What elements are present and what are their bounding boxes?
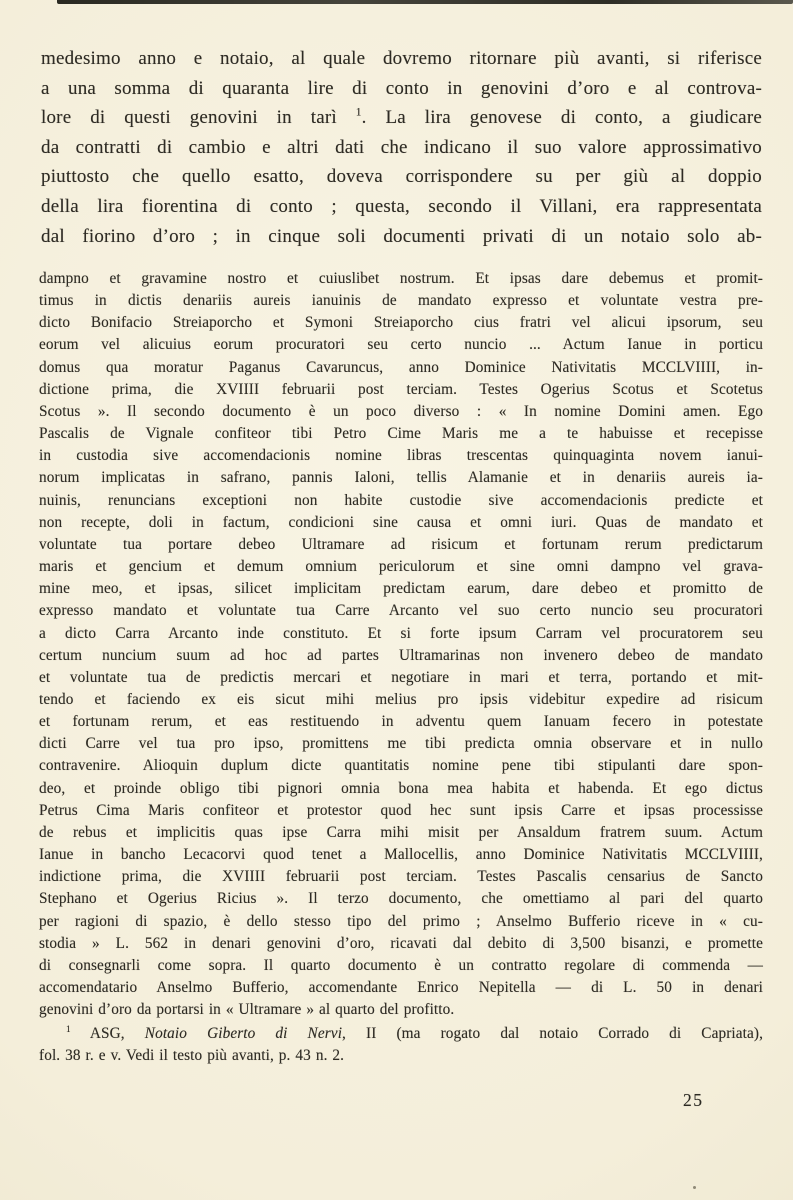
text-line: da contratti di cambio e altri dati che indicano il suo valore approssimativo [41,136,762,158]
text-line: di consegnarli come sopra. Il quarto documento è un contratto regolare di commenda — [39,956,763,974]
text-line: accomendatario Anselmo Bufferio, accomendante Enrico Nepitella — di L. 50 in denari [39,979,763,996]
text-line: della lira fiorentina di conto ; questa, secondo il Villani, era rappresentata [41,195,762,217]
quoted-documents-block [39,268,763,1021]
text-line: dampno et gravamine nostro et cuiuslibet nostrum. Et ipsas dare debemus et promit- [39,270,763,287]
text-line: maris et gencium et demum omnium periculorum et sine omni dampno vel grava- [39,558,763,576]
text-line: fol. 38 r. e v. Vedi il testo più avanti, p. 43 n. 2. [39,1047,345,1065]
text-line: contravenire. Alioquin duplum dicte quantitatis nomine pene tibi stipulanti dare spon- [39,757,763,775]
text-line: de rebus et implicitis quas ipse Carra mihi misit per Ansaldum fratrem suum. Actum [39,823,763,841]
text-line: per ragioni di spazio, è dello stesso tipo del primo ; Anselmo Bufferio riceve in « cu- [39,912,763,930]
text-line: stodia » L. 562 in denari genovini d’oro, ricavati dal debito di 3,500 bisanzi, e promette [39,934,763,952]
text-line: tendo et faciendo ex eis sicut mihi melius pro ipsis videbitur expedire ad risicum [39,690,763,708]
text-line: medesimo anno e notaio, al quale dovremo ritornare più avanti, si riferisce [41,48,762,69]
text-line: lore di questi genovini in tarì $^1$. La lira genovese di conto, a giudicare [41,106,762,129]
text-line: piuttosto che quello esatto, doveva corrispondere su per giù al doppio [41,166,762,188]
text-line: dicto Bonifacio Streiaporcho et Symoni Streiaporcho cius fratri vel alicui ipsorum, seu [39,314,763,332]
page-number: 25 [683,1090,704,1110]
text-line: Pascalis de Vignale confiteor tibi Petro Cime Maris me a te habuisse et recepisse [39,425,763,443]
text-line: mine meo, et ipsas, silicet implicitam predictam earum, dare debeo et promitto de [39,580,763,598]
footnote [39,1023,763,1068]
text-line: a una somma di quaranta lire di conto in genovini d’oro e al controva- [41,77,762,99]
text-line: Stephano et Ogerius Ricius ». Il terzo documento, che omettiamo al pari del quarto [39,890,763,908]
text-line: domus qua moratur Paganus Cavaruncus, anno Dominice Nativitatis MCCLVIIII, in- [39,358,763,376]
text-line: Petrus Cima Maris confiteor et protestor quod hec sunt ipsis Carre et ipsas processisse [39,801,763,819]
text-line: genovini d’oro da portarsi in « Ultramare » al quarto del profitto. [39,1001,455,1019]
text-line: Scotus ». Il secondo documento è un poco diverso : « In nomine Domini amen. Ego [39,402,763,420]
text-line: Ianue in bancho Lecacorvi quod tenet a Mallocellis, anno Dominice Nativitatis MCCLVIIII, [39,846,763,864]
text-line: norum implicatas in safrano, pannis Ialoni, tellis Alamanie et in denariis aureis ia- [39,469,763,487]
text-line: in custodia sive accomendacionis nomine libras trescentas quinquaginta novem ianui- [39,447,763,465]
text-line: indictione prima, die XVIIII februarii post terciam. Testes Pascalis censarius de Sancto [39,868,763,886]
text-line: dal fiorino d’oro ; in cinque soli documenti privati di un notaio solo ab- [41,225,762,247]
text-line: a dicto Carra Arcanto inde constituto. Et si forte ipsum Carram vel procuratorem seu [39,624,763,642]
text-line: et voluntate tua de predictis mercari et negotiare in mari et terra, portando et mit- [39,668,763,686]
text-line: eorum vel alicuius eorum procuratori seu certo nuncio ... Actum Ianue in porticu [39,336,763,354]
text-line: et fortunam rerum, et eas restituendo in adventu quem Ianuam fecero in potestate [39,713,763,731]
text-line: deo, et proinde obligo tibi pignori omnia bona mea habita et habenda. Et ego dictus [39,779,763,797]
text-line: certum nuncium suum ad hoc ad partes Ultramarinas non invenero debeo de mandato [39,646,763,664]
text-line: voluntate tua portare debeo Ultramare ad risicum et fortunam rerum predictarum [39,535,763,553]
text-line: timus in dictis denariis aureis ianuinis de mandato expresso et voluntate vestra pre- [39,292,763,310]
text-line: $^1$ ASG, Notaio Giberto di Nervi, II (ma rogato dal notaio Corrado di Capriata), [66,1023,763,1042]
main-paragraph [41,44,762,251]
text-line: dictione prima, die XVIIII februarii post terciam. Testes Ogerius Scotus et Scotetus [39,380,763,398]
text-line: non recepte, doli in factum, condicioni sine causa et omni iuri. Quas de mandato et [39,513,763,531]
text-line: nuinis, renuncians exceptioni non habite custodie sive accomendacionis predicte et [39,491,763,509]
text-line: dicti Carre vel tua pro ipso, promittens me tibi predicta omnia observare et in nullo [39,735,763,753]
scan-speck-artifact [693,1186,696,1189]
text-line: expresso mandato et voluntate tua Carre Arcanto vel suo certo nuncio seu procuratori [39,602,763,620]
scan-edge-artifact [57,0,793,4]
